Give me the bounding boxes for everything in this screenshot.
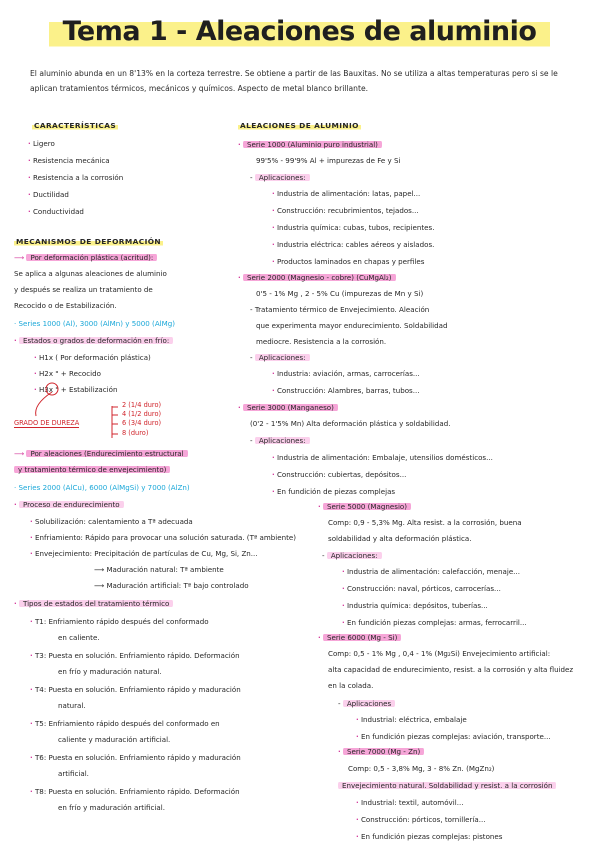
apl-item: · Industria química: cubas, tubos, recipientes. (272, 223, 435, 232)
tipo-t1: · T1: Enfriamiento rápido después del conformado (30, 617, 209, 626)
serie-2000-title: · Serie 2000 (Magnesio - cobre) (CuMgAl₂) (238, 272, 396, 283)
aleaciones-title: ⟶ Por aleaciones (Endurecimiento estructural (14, 448, 188, 459)
tipo-t3: en frío y maduración natural. (58, 667, 162, 676)
apl-item: · Productos laminados en chapas y perfiles (272, 257, 425, 266)
serie-2000-trat: - Tratamiento térmico de Envejecimiento. Aleación (250, 305, 430, 314)
grado-dureza-label: GRADO DE DUREZA (14, 419, 80, 427)
serie-1000-comp: 99'5% - 99'9% Al + impurezas de Fe y Si (256, 156, 401, 165)
serie-7000-comp: Comp: 0,5 - 3,8% Mg, 3 - 8% Zn. (MgZn₂) (348, 764, 495, 773)
apl-title: - Aplicaciones: (250, 435, 310, 446)
serie-7000-env: Envejecimiento natural. Soldabilidad y resist. a la corrosión (338, 780, 556, 791)
serie-7000-title: · Serie 7000 (Mg - Zn) (338, 746, 424, 757)
serie-3000-title: · Serie 3000 (Manganeso) (238, 402, 338, 413)
list-item: · Resistencia a la corrosión (28, 173, 124, 182)
apl-item: · Industria de alimentación: Embalaje, utensilios domésticos... (272, 453, 493, 462)
apl-item: · Industria eléctrica: cables aéreos y aislados. (272, 240, 435, 249)
apl-item: · Industrial: eléctrica, embalaje (356, 715, 467, 724)
tipo-t5: caliente y maduración artificial. (58, 735, 171, 744)
serie-6000-comp: Comp: 0,5 - 1% Mg , 0,4 - 1% (Mg₂Si) Envejecimiento artificial: (328, 649, 551, 658)
dureza-item: 4 (1/2 duro) (122, 410, 162, 418)
proceso-step: · Envejecimiento: Precipitación de partículas de Cu, Mg, Si, Zn... (30, 549, 258, 558)
apl-title: - Aplicaciones (338, 698, 395, 709)
intro-paragraph: El aluminio abunda en un 8'13% en la corteza terrestre. Se obtiene a partir de las Bauxitas. No se utiliza a altas temperaturas pero si se le aplican tratamientos térmicos, mecánicos y químicos. Aspecto de metal blanco brillante. (30, 69, 558, 93)
estado-h1x: · H1x ( Por deformación plástica) (34, 353, 151, 362)
caracteristicas-header: CARACTERÍSTICAS (34, 121, 117, 130)
apl-item: · Industria de alimentación: calefacción, menaje... (342, 567, 520, 576)
serie-6000-comp: en la colada. (328, 681, 374, 690)
apl-title: - Aplicaciones: (250, 352, 310, 363)
apl-item: · Industria química: depósitos, tuberías... (342, 601, 488, 610)
serie-3000-comp: (0'2 - 1'5% Mn) Alta deformación plástica y soldabilidad. (250, 419, 451, 428)
apl-item: · En fundición piezas complejas: aviación, transporte... (356, 732, 551, 741)
serie-6000-comp: alta capacidad de endurecimiento, resist. a la corrosión y alta fluidez (328, 665, 574, 674)
series-2000-6000-7000: · Series 2000 (AlCu), 6000 (AlMgSi) y 7000 (AlZn) (14, 483, 190, 492)
tipos-title: · Tipos de estados del tratamiento térmico (14, 598, 173, 609)
tipo-t4: · T4: Puesta en solución. Enfriamiento rápido y maduración (30, 685, 241, 694)
proceso-step: · Solubilización: calentamiento a Tª adecuada (30, 517, 193, 526)
list-item: · Resistencia mecánica (28, 156, 110, 165)
apl-item: · Construcción: recubrimientos, tejados... (272, 206, 419, 215)
aleaciones-title: y tratamiento térmico de envejecimiento) (14, 464, 170, 475)
plastica-title: ⟶ Por deformación plástica (acritud): (14, 252, 157, 263)
serie-1000-title: · Serie 1000 (Aluminio puro industrial) (238, 139, 382, 150)
apl-item: · En fundición de piezas complejas (272, 487, 396, 496)
serie-6000-title: · Serie 6000 (Mg - Si) (318, 632, 401, 643)
plastica-text: Se aplica a algunas aleaciones de aluminio (14, 269, 167, 278)
tipo-t1: en caliente. (58, 633, 100, 642)
apl-item: · Industrial: textil, automóvil... (356, 798, 464, 807)
apl-item: · Industria de alimentación: latas, papel... (272, 189, 421, 198)
estado-h2x: · H2x " + Recocido (34, 369, 101, 378)
apl-item: · Construcción: naval, pórticos, carrocerías... (342, 584, 501, 593)
plastica-text: y después se realiza un tratamiento de (14, 285, 153, 294)
tipo-t6: · T6: Puesta en solución. Enfriamiento rápido y maduración (30, 753, 241, 762)
mecanismos-header: MECANISMOS DE DEFORMACIÓN (16, 237, 162, 246)
serie-5000-comp: Comp: 0,9 - 5,3% Mg. Alta resist. a la corrosión, buena (328, 518, 522, 527)
tipo-t3: · T3: Puesta en solución. Enfriamiento rápido. Deformación (30, 651, 240, 660)
list-item: · Ligero (28, 139, 55, 148)
serie-5000-comp: soldabilidad y alta deformación plástica. (328, 534, 472, 543)
serie-2000-trat: mediocre. Resistencia a la corrosión. (256, 337, 387, 346)
tipo-t5: · T5: Enfriamiento rápido después del conformado en (30, 719, 220, 728)
list-item: · Conductividad (28, 207, 84, 216)
serie-5000-title: · Serie 5000 (Magnesio) (318, 501, 411, 512)
list-item: · Ductilidad (28, 190, 69, 199)
aleaciones-header: ALEACIONES DE ALUMINIO (240, 121, 359, 130)
proceso-step: · Enfriamiento: Rápido para provocar una solución saturada. (Tª ambiente) (30, 533, 297, 542)
estado-h3x: · H3x " + Estabilización (34, 385, 118, 394)
apl-item: · En fundición piezas complejas: pistones (356, 832, 503, 841)
dureza-item: 8 (duro) (122, 429, 149, 437)
apl-title: - Aplicaciones: (250, 172, 310, 183)
tipo-t6: artificial. (58, 769, 89, 778)
tipo-t8: · T8: Puesta en solución. Enfriamiento rápido. Deformación (30, 787, 240, 796)
proceso-title: · Proceso de endurecimiento (14, 499, 124, 510)
tipo-t8: en frío y maduración artificial. (58, 803, 165, 812)
estados-title: · Estados o grados de deformación en frío: (14, 335, 173, 346)
serie-2000-comp: 0'5 - 1% Mg , 2 - 5% Cu (impurezas de Mn y Si) (256, 289, 424, 298)
apl-item: · Construcción: pórticos, tornillería... (356, 815, 486, 824)
dureza-item: 6 (3/4 duro) (122, 419, 162, 427)
apl-item: · Construcción: cubiertas, depósitos... (272, 470, 407, 479)
apl-title: - Aplicaciones: (322, 550, 382, 561)
page-title: Tema 1 - Aleaciones de aluminio (49, 14, 551, 51)
maduracion-artificial: ⟶ Maduración artificial: Tª bajo controlado (94, 581, 249, 590)
maduracion-natural: ⟶ Maduración natural: Tª ambiente (94, 565, 224, 574)
apl-item: · En fundición piezas complejas: armas, ferrocarril... (342, 618, 527, 627)
serie-2000-trat: que experimenta mayor endurecimiento. Soldabilidad (256, 321, 448, 330)
dureza-item: 2 (1/4 duro) (122, 401, 162, 409)
apl-item: · Industria: aviación, armas, carrocerías... (272, 369, 420, 378)
plastica-text: Recocido o de Estabilización. (14, 301, 117, 310)
tipo-t4: natural. (58, 701, 86, 710)
apl-item: · Construcción: Alambres, barras, tubos... (272, 386, 420, 395)
series-1000-3000-5000: · Series 1000 (Al), 3000 (AlMn) y 5000 (AlMg) (14, 319, 176, 328)
